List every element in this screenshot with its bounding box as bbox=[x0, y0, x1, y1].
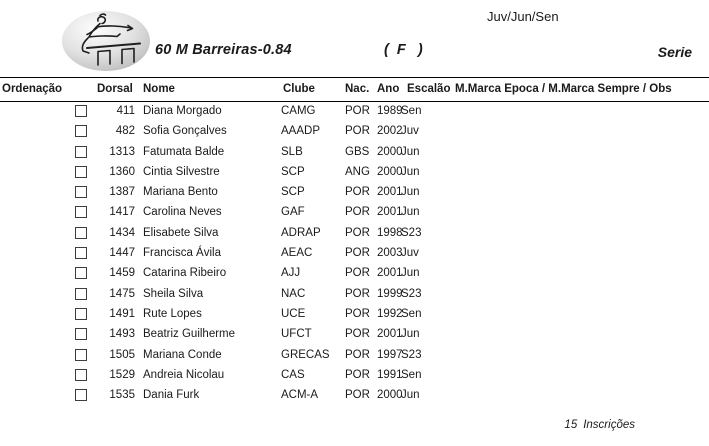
age-category: Jun bbox=[401, 206, 420, 219]
athlete-name: Dania Furk bbox=[143, 389, 200, 402]
table-row bbox=[0, 182, 709, 202]
athlete-name: Elisabete Silva bbox=[143, 226, 219, 239]
column-clube: Clube bbox=[283, 83, 315, 95]
dorsal-number: 1360 bbox=[109, 165, 135, 178]
club-code: ADRAP bbox=[281, 226, 321, 239]
birth-year: 2000 bbox=[377, 145, 403, 158]
dorsal-number: 1313 bbox=[109, 145, 135, 158]
table-row bbox=[0, 223, 709, 243]
column-escalao: Escalão bbox=[407, 83, 451, 95]
nationality-code: POR bbox=[345, 105, 370, 117]
athlete-name: Cintia Silvestre bbox=[143, 165, 220, 178]
birth-year: 2000 bbox=[377, 165, 403, 178]
birth-year: 2000 bbox=[377, 389, 403, 402]
column-nac: Nac. bbox=[345, 83, 370, 95]
nationality-code: POR bbox=[345, 307, 370, 320]
nationality-code: POR bbox=[345, 389, 370, 402]
dorsal-number: 1535 bbox=[109, 389, 135, 402]
athlete-name: Sheila Silva bbox=[143, 287, 204, 300]
athlete-name: Diana Morgado bbox=[143, 105, 222, 117]
birth-year: 1991 bbox=[377, 368, 403, 381]
column-marca: M.Marca Epoca / M.Marca Sempre / Obs bbox=[455, 83, 672, 95]
nationality-code: POR bbox=[345, 125, 370, 138]
event-title: 60 M Barreiras-0.84 bbox=[155, 42, 292, 58]
nationality-code: POR bbox=[345, 186, 370, 199]
age-category: Jun bbox=[401, 186, 420, 199]
dorsal-number: 1491 bbox=[109, 307, 135, 320]
dorsal-number: 1434 bbox=[109, 226, 135, 239]
entries-count-label: Inscrições bbox=[583, 419, 635, 431]
age-category: Sen bbox=[401, 368, 422, 381]
nationality-code: POR bbox=[345, 267, 370, 280]
athlete-name: Mariana Conde bbox=[143, 348, 222, 361]
nationality-code: POR bbox=[345, 247, 370, 260]
age-category: S23 bbox=[401, 226, 422, 239]
selection-checkbox[interactable] bbox=[75, 125, 87, 137]
nationality-code: POR bbox=[345, 368, 370, 381]
club-code: CAS bbox=[281, 368, 305, 381]
birth-year: 2001 bbox=[377, 206, 403, 219]
dorsal-number: 1387 bbox=[109, 186, 135, 199]
club-code: NAC bbox=[281, 287, 306, 300]
age-category: Jun bbox=[401, 165, 420, 178]
selection-checkbox[interactable] bbox=[75, 247, 87, 259]
age-category: Jun bbox=[401, 389, 420, 402]
age-category: S23 bbox=[401, 348, 422, 361]
age-category: Juv bbox=[401, 125, 419, 138]
birth-year: 2002 bbox=[377, 125, 403, 138]
nationality-code: POR bbox=[345, 287, 370, 300]
selection-checkbox[interactable] bbox=[75, 105, 87, 117]
club-code: AEAC bbox=[281, 247, 313, 260]
birth-year: 1992 bbox=[377, 307, 403, 320]
table-row bbox=[0, 284, 709, 304]
athlete-name: Andreia Nicolau bbox=[143, 368, 225, 381]
birth-year: 2001 bbox=[377, 328, 403, 341]
table-row bbox=[0, 162, 709, 182]
table-row bbox=[0, 304, 709, 324]
dorsal-number: 1417 bbox=[109, 206, 135, 219]
selection-checkbox[interactable] bbox=[75, 308, 87, 320]
club-code: SCP bbox=[281, 165, 305, 178]
club-code: GAF bbox=[281, 206, 305, 219]
nationality-code: POR bbox=[345, 348, 370, 361]
club-code: GRECAS bbox=[281, 348, 330, 361]
entries-count bbox=[552, 407, 635, 443]
column-ordenacao: Ordenação bbox=[2, 83, 63, 95]
birth-year: 1989 bbox=[377, 105, 403, 117]
nationality-code: ANG bbox=[345, 165, 370, 178]
selection-checkbox[interactable] bbox=[75, 227, 87, 239]
table-row bbox=[0, 324, 709, 344]
table-row bbox=[0, 243, 709, 263]
age-category: Jun bbox=[401, 145, 420, 158]
birth-year: 2001 bbox=[377, 267, 403, 280]
selection-checkbox[interactable] bbox=[75, 328, 87, 340]
age-category: Sen bbox=[401, 105, 422, 117]
table-row bbox=[0, 202, 709, 222]
nationality-code: GBS bbox=[345, 145, 370, 158]
age-category: S23 bbox=[401, 287, 422, 300]
club-code: CAMG bbox=[281, 105, 316, 117]
event-category: Juv/Jun/Sen bbox=[487, 9, 559, 24]
club-code: AJJ bbox=[281, 267, 301, 280]
athlete-name: Beatriz Guilherme bbox=[143, 328, 236, 341]
table-row bbox=[0, 385, 709, 405]
entries-count-value: 15 bbox=[564, 419, 578, 431]
table-row bbox=[0, 263, 709, 283]
table-row bbox=[0, 345, 709, 365]
athlete-name: Rute Lopes bbox=[143, 307, 202, 320]
entries-list bbox=[0, 101, 709, 405]
club-code: AAADP bbox=[281, 125, 320, 138]
club-code: UFCT bbox=[281, 328, 312, 341]
birth-year: 1998 bbox=[377, 226, 403, 239]
selection-checkbox[interactable] bbox=[75, 349, 87, 361]
nationality-code: POR bbox=[345, 206, 370, 219]
selection-checkbox[interactable] bbox=[75, 186, 87, 198]
nationality-code: POR bbox=[345, 328, 370, 341]
athlete-name: Francisca Ávila bbox=[143, 247, 221, 260]
dorsal-number: 1447 bbox=[109, 247, 135, 260]
column-ano: Ano bbox=[377, 83, 400, 95]
table-row bbox=[0, 142, 709, 162]
birth-year: 1999 bbox=[377, 287, 403, 300]
selection-checkbox[interactable] bbox=[75, 267, 87, 279]
event-phase: Serie bbox=[657, 44, 692, 60]
athlete-name: Sofia Gonçalves bbox=[143, 125, 227, 138]
birth-year: 2001 bbox=[377, 186, 403, 199]
age-category: Jun bbox=[401, 328, 420, 341]
age-category: Sen bbox=[401, 307, 422, 320]
selection-checkbox[interactable] bbox=[75, 206, 87, 218]
dorsal-number: 1529 bbox=[109, 368, 135, 381]
club-code: UCE bbox=[281, 307, 306, 320]
table-header bbox=[0, 77, 709, 102]
athlete-name: Fatumata Balde bbox=[143, 145, 225, 158]
selection-checkbox[interactable] bbox=[75, 369, 87, 381]
selection-checkbox[interactable] bbox=[75, 146, 87, 158]
athlete-name: Mariana Bento bbox=[143, 186, 218, 199]
age-category: Jun bbox=[401, 267, 420, 280]
event-gender: ( F ) bbox=[384, 42, 423, 58]
dorsal-number: 1475 bbox=[109, 287, 135, 300]
column-nome: Nome bbox=[143, 83, 175, 95]
selection-checkbox[interactable] bbox=[75, 288, 87, 300]
dorsal-number: 482 bbox=[115, 125, 135, 138]
club-code: ACM-A bbox=[281, 389, 319, 402]
dorsal-number: 411 bbox=[116, 105, 135, 117]
table-row bbox=[0, 365, 709, 385]
athlete-name: Catarina Ribeiro bbox=[143, 267, 227, 280]
dorsal-number: 1505 bbox=[109, 348, 135, 361]
selection-checkbox[interactable] bbox=[75, 166, 87, 178]
club-code: SLB bbox=[281, 145, 303, 158]
table-row bbox=[0, 101, 709, 121]
nationality-code: POR bbox=[345, 226, 370, 239]
dorsal-number: 1493 bbox=[109, 328, 135, 341]
club-code: SCP bbox=[281, 186, 305, 199]
hurdler-icon bbox=[60, 8, 152, 72]
birth-year: 1997 bbox=[377, 348, 403, 361]
table-row bbox=[0, 121, 709, 141]
age-category: Juv bbox=[401, 247, 419, 260]
dorsal-number: 1459 bbox=[109, 267, 135, 280]
birth-year: 2003 bbox=[377, 247, 403, 260]
column-dorsal: Dorsal bbox=[97, 83, 133, 95]
selection-checkbox[interactable] bbox=[75, 389, 87, 401]
athlete-name: Carolina Neves bbox=[143, 206, 222, 219]
